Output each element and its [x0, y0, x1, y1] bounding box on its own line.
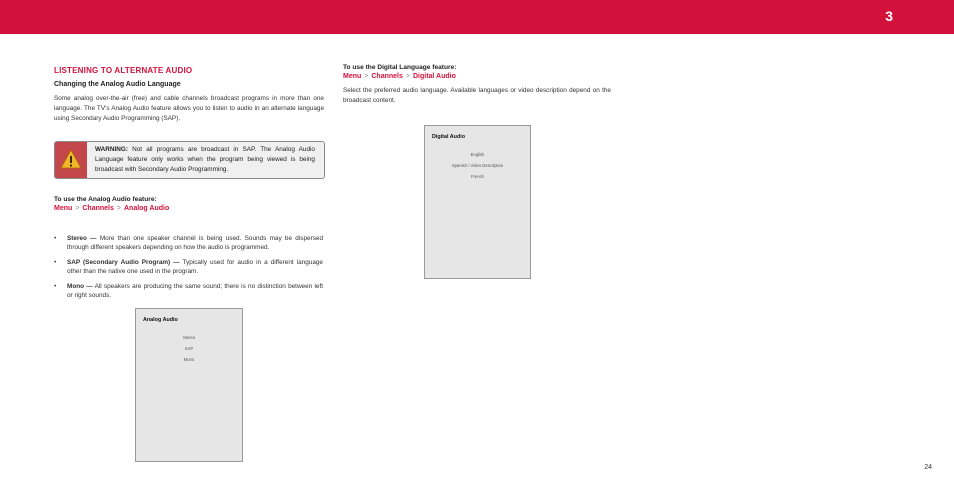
right-column — [343, 64, 611, 106]
bullet-icon: • — [54, 259, 57, 266]
screen-options — [136, 332, 242, 365]
screen-title: Digital Audio — [432, 134, 466, 140]
intro-paragraph: Some analog over-the-air (free) and cable channels broadcast programs in more than one language. The TV's Analog Audio feature allows you to listen to audio in an alternate language using Secondary Audio Programming (SAP). — [54, 95, 324, 122]
digital-body-paragraph: Select the preferred audio language. Available languages or video description depend on the broadcast content. — [343, 87, 611, 104]
menu-path-separator: > — [364, 73, 369, 80]
warning-box — [54, 141, 325, 179]
bullet-icon: • — [54, 283, 57, 290]
bullet-term: Stereo — — [67, 235, 97, 242]
screen-title: Analog Audio — [143, 317, 178, 323]
analog-feature-label: To use the Analog Audio feature: — [54, 196, 157, 203]
bullet-text: More than one speaker channel is being used. Sounds may be dispersed through different speakers depending on how the audio is programmed. — [67, 235, 323, 251]
warning-label: WARNING: — [95, 146, 129, 153]
list-item — [54, 258, 323, 276]
bullet-term: Mono — — [67, 283, 93, 290]
section-title: LISTENING TO ALTERNATE AUDIO — [54, 66, 193, 75]
digital-menu-path — [343, 73, 611, 80]
warning-body: Not all programs are broadcast in SAP. The Analog Audio Language feature only works when the program being viewed is being broadcast with Secondary Audio Programming. — [95, 146, 315, 173]
analog-feature-block — [54, 196, 324, 212]
chapter-number: 3 — [885, 8, 893, 24]
bullet-text: Typically used for audio in a different language other than the native one used in the program. — [67, 259, 323, 275]
menu-path-separator: > — [405, 73, 410, 80]
bullet-text: All speakers are producing the same sound; there is no distinction between left or right sounds. — [67, 283, 323, 299]
left-column — [54, 64, 324, 124]
warning-text — [95, 145, 315, 175]
screen-option: French — [470, 174, 485, 179]
analog-audio-screen — [135, 308, 243, 462]
analog-menu-path — [54, 205, 324, 212]
bullet-term: SAP (Secondary Audio Program) — — [67, 259, 180, 266]
screen-option: Spanish / Video Description — [451, 163, 504, 168]
bullet-icon: • — [54, 235, 57, 242]
menu-path-separator: > — [75, 205, 80, 212]
audio-mode-list — [54, 234, 323, 306]
menu-path-item: Channels — [82, 205, 114, 212]
menu-path-separator: > — [116, 205, 121, 212]
screen-option: English — [470, 152, 485, 157]
menu-path-item: Menu — [343, 73, 362, 80]
screen-option: Stereo — [182, 335, 196, 340]
list-item — [54, 282, 323, 300]
menu-path-item: Analog Audio — [123, 205, 170, 212]
menu-path-item: Menu — [54, 205, 73, 212]
screen-option: Mono — [183, 357, 195, 362]
digital-audio-screen — [424, 125, 531, 279]
page-number: 24 — [924, 464, 932, 471]
menu-path-item: Digital Audio — [412, 73, 456, 80]
list-item — [54, 234, 323, 252]
warning-icon-box — [55, 142, 87, 178]
header-bar — [0, 0, 954, 34]
screen-option: SAP — [184, 346, 194, 351]
screen-options — [425, 149, 530, 182]
menu-path-item: Channels — [371, 73, 403, 80]
subhead: Changing the Analog Audio Language — [54, 81, 181, 88]
digital-feature-label: To use the Digital Language feature: — [343, 64, 457, 71]
warning-triangle-icon — [60, 149, 82, 169]
